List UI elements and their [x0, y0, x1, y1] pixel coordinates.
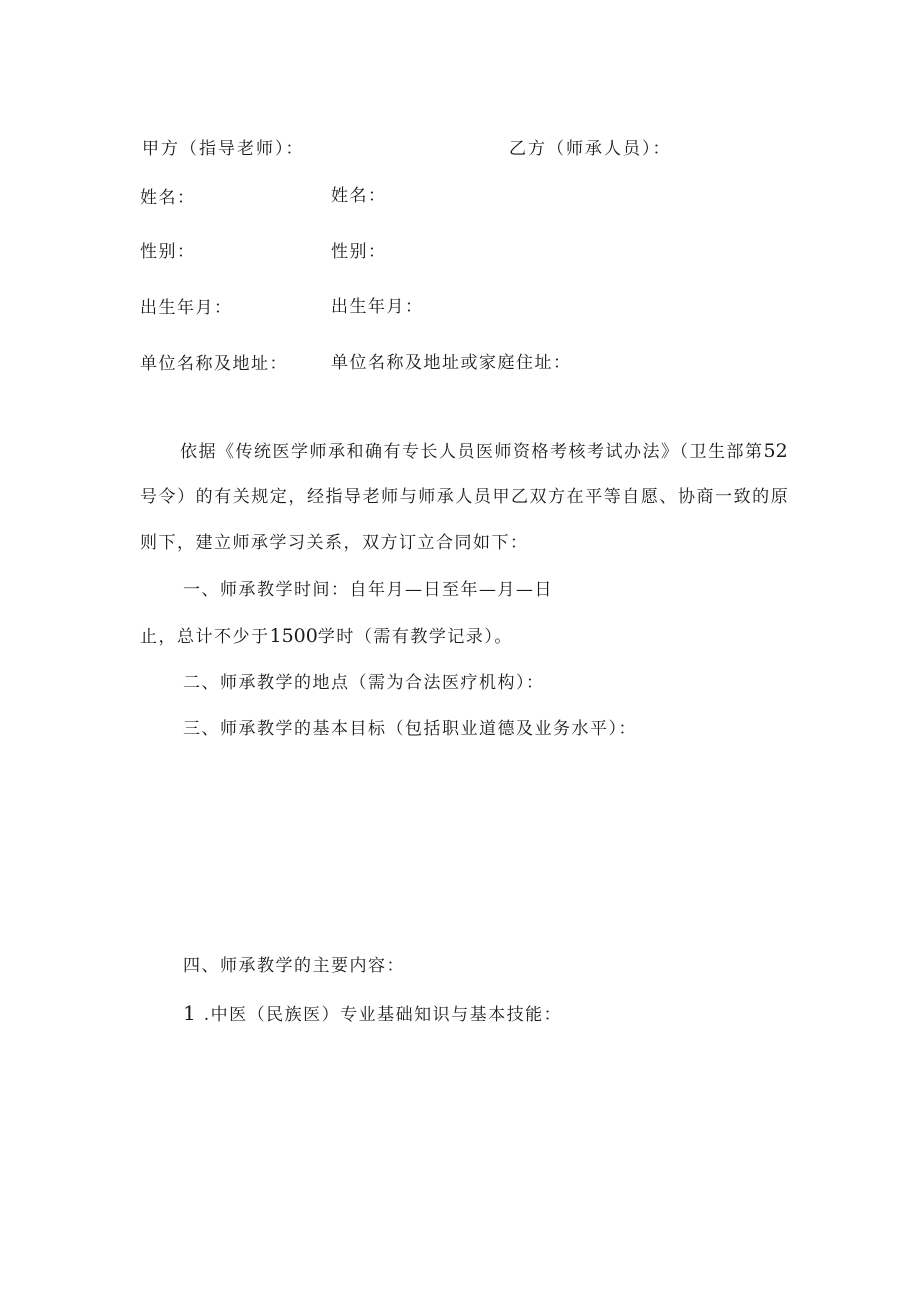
basis-line-3: 则下，建立师承学习关系，双方订立合同如下： [140, 533, 529, 553]
clause-time-prefix: 止，总计不少于 [140, 627, 270, 647]
address-label-b: 单位名称及地址或家庭住址： [331, 353, 572, 373]
address-label-a: 单位名称及地址： [140, 354, 288, 374]
total-hours: 1500 [269, 625, 318, 647]
content-item-1-text: .中医（民族医）专业基础知识与基本技能： [203, 1005, 563, 1025]
gender-label-a: 性别： [140, 242, 196, 262]
clause-time-line-2 [140, 625, 513, 648]
birth-label-a: 出生年月： [140, 298, 233, 318]
content-item-1 [183, 1002, 562, 1026]
name-label-b: 姓名： [331, 186, 387, 206]
party-a-label: 甲方（指导老师）： [142, 139, 305, 159]
basis-line-2: 号令）的有关规定，经指导老师与师承人员甲乙双方在平等自愿、协商一致的原 [140, 487, 790, 507]
name-label-a: 姓名： [140, 188, 196, 208]
party-b-label: 乙方（师承人员）： [509, 139, 672, 159]
clause-goals: 三、师承教学的基本目标（包括职业道德及业务水平）： [183, 719, 637, 739]
decree-number: 52 [763, 440, 788, 462]
gender-label-b: 性别： [331, 242, 387, 262]
clause-time-suffix: 学时（需有教学记录）。 [317, 627, 513, 647]
basis-line-1-text: 依据《传统医学师承和确有专长人员医师资格考核考试办法》（卫生部第 [180, 442, 764, 462]
clause-time-line-1: 一、师承教学时间：自年月—日至年—月—日 [183, 580, 553, 600]
birth-label-b: 出生年月： [331, 297, 424, 317]
content-item-1-number: 1 [183, 1001, 204, 1025]
basis-line-1 [180, 440, 788, 463]
clause-content: 四、师承教学的主要内容： [183, 956, 405, 976]
clause-location: 二、师承教学的地点（需为合法医疗机构）： [183, 673, 545, 693]
